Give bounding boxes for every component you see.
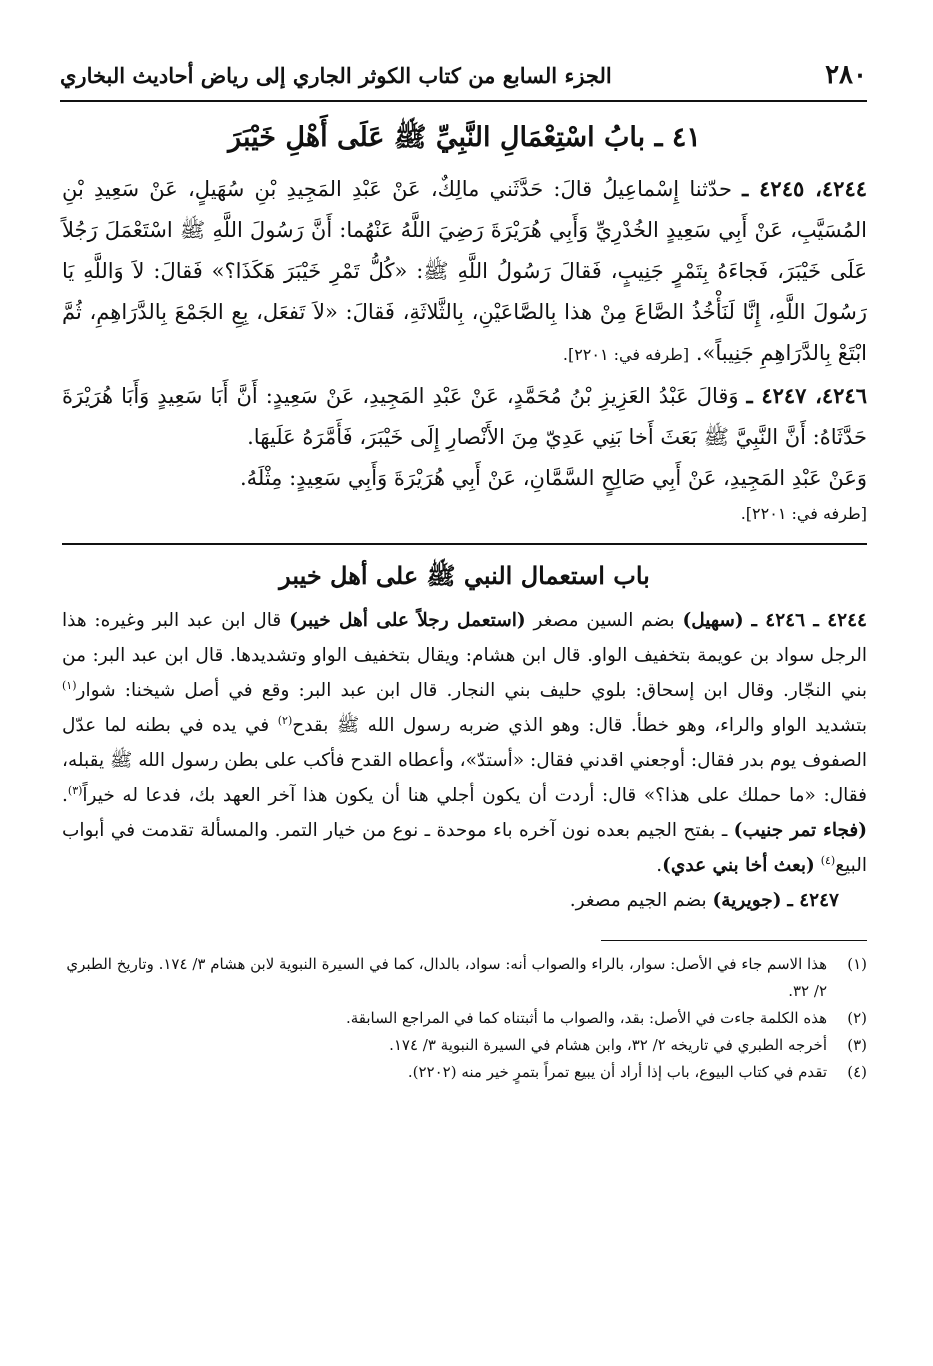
commentary-text: بتشديد الواو والراء، وهو خطأ. قال: وهو الذي ضربه رسول الله ﷺ بقدح: [292, 715, 867, 736]
hadith-text: حدّثنا إِسْماعِيلُ قالَ: حَدَّثَني مالِكٌ، عَنْ عَبْدِ المَجِيدِ بْنِ سُهَيلٍ، عَنْ سَعِيدِ بْنِ المُسَيَّبِ، عَنْ أَبِي سَعِيدٍ الخُدْرِيِّ وَأَبِي هُرَيْرَةَ رَضِيَ اللَّهُ عَنْهُما: أَنَّ رَسُولَ اللَّهِ ﷺ اسْتَعْمَلَ رَجُلاً عَلَى خَيْبَرَ، فَجاءَهُ بِتَمْرٍ جَنِيبٍ، فَقالَ رَسُولُ اللَّهِ ﷺ: «كُلُّ تَمْرِ خَيْبَرَ هَكَذَا؟» فَقالَ: لاَ وَاللَّهِ يَا رَسُولَ اللَّهِ، إِنَّا لَنَأْخُذُ الصَّاعَ مِنْ هذا بِالصَّاعَيْنِ، بِالثَّلاثَةِ، فَقالَ: «لاَ تَفعَل، بِعِ الجَمْعَ بِالدَّرَاهِمِ، ثُمَّ ابْتَعْ بِالدَّرَاهِمِ جَنِيباً».: [62, 177, 867, 365]
quoted-term: (استعمل رجلاً على أهل خيبر): [289, 610, 526, 631]
footnote-text: تقدم في كتاب البيوع، باب إذا أراد أن يبيع تمراً بتمرٍ خير منه (٢٢٠٢).: [407, 1063, 827, 1081]
footnotes: [62, 951, 867, 1086]
commentary-number: ٤٢٤٤ ـ ٤٢٤٦ ـ: [751, 610, 867, 631]
cross-reference: [طرفه في: ٢٢٠١].: [740, 504, 867, 523]
footnote-text: أخرجه الطبري في تاريخه ٢/ ٣٢، وابن هشام في السيرة النبوية ٣/ ١٧٤.: [389, 1036, 827, 1054]
footnote-text: هذه الكلمة جاءت في الأصل: بقد، والصواب ما أثبتناه كما في المراجع السابقة.: [345, 1009, 827, 1027]
hadith-paragraph: [62, 375, 867, 458]
commentary-text: بضم الجيم مصغر.: [569, 890, 707, 911]
commentary-text: ـ بفتح الجيم بعده نون آخره باء موحدة ـ نوع من خيار التمر. والمسألة تقدمت في أبواب البيع: [62, 820, 867, 876]
hadith-text: وَقالَ عَبْدُ العَزِيزِ بْنُ مُحَمَّدٍ، عَنْ عَبْدِ المَجِيدِ، عَنْ سَعِيدٍ: أَنَّ أَبَا سَعِيدٍ وَأَبَا هُرَيْرَةَ حَدَّثَاهُ: أَنَّ النَّبِيَّ ﷺ بَعَثَ أَخا بَنِي عَدِيّ مِنَ الأَنْصارِ إِلَى خَيْبَرَ، فَأَمَّرَهُ عَلَيهَا.: [62, 384, 867, 449]
commentary-paragraph: [62, 603, 867, 883]
footnote: [62, 1005, 867, 1032]
chapter-heading: ٤١ ـ بابُ اسْتِعْمَالِ النَّبِيِّ ﷺ عَلَى أَهْلِ خَيْبَرَ: [228, 122, 701, 153]
commentary-body: [62, 603, 867, 918]
footnote-text: هذا الاسم جاء في الأصل: سوار، بالراء والصواب أنه: سواد، بالدال، كما في السيرة النبوية لابن هشام ٣/ ١٧٤. وتاريخ الطبري ٢/ ٣٢.: [66, 955, 827, 1000]
footnote-number: (٢): [847, 1009, 867, 1027]
quoted-term: (سهيل): [682, 610, 744, 631]
page-header: [60, 50, 867, 102]
commentary-text: .: [62, 785, 68, 806]
commentary-heading: باب استعمال النبي ﷺ على أهل خيبر: [279, 561, 650, 590]
hadith-number: ٤٢٤٤، ٤٢٤٥ ـ: [742, 176, 868, 201]
commentary-paragraph: [62, 883, 867, 918]
page-number: ٢٨٠: [825, 60, 867, 90]
footnote-marker[interactable]: (٢): [277, 713, 293, 727]
hadith-number: ٤٢٤٦، ٤٢٤٧ ـ: [746, 383, 867, 408]
footnote: [62, 951, 867, 1005]
hadith-block-2: [62, 375, 867, 529]
commentary-text: .: [656, 855, 663, 876]
footnote-number: (١): [847, 955, 867, 973]
hadith-block-1: [62, 168, 867, 375]
cross-reference: [طرفه في: ٢٢٠١].: [562, 345, 690, 364]
commentary-text: بضم السين مصغر: [533, 610, 675, 631]
commentary-number: ٤٢٤٧ ـ: [787, 890, 839, 911]
hadith-text: وَعَنْ عَبْدِ المَجِيدِ، عَنْ أَبِي صَالِحٍ السَّمَّانِ، عَنْ أَبِي هُرَيْرَةَ وَأَبِي سَعِيدٍ: مِثْلَهُ.: [239, 466, 867, 490]
hadith-paragraph: [62, 458, 867, 499]
footnote-number: (٤): [847, 1063, 867, 1081]
footnote-number: (٣): [847, 1036, 867, 1054]
commentary-text: في يده في بطنه لما عدّل الصفوف يوم بدر فقال: أوجعني اقدني فقال: «أستدّ»، وأعطاه القدح فأكب على بطن رسول الله ﷺ يقبله، فقال: «ما حملك على هذا؟» قال: أردت أن يكون أجلي هنا أن يكون هذا آخر العهد بك، فدعا له خيراً: [62, 715, 867, 806]
footnote-marker[interactable]: (٣): [67, 783, 83, 797]
section-divider: [62, 543, 867, 545]
running-title: الجزء السابع من كتاب الكوثر الجاري إلى رياض أحاديث البخاري: [60, 62, 612, 88]
footnote: [62, 1059, 867, 1086]
hadith-paragraph: [62, 168, 867, 375]
page-content: [62, 106, 867, 1086]
footnote: [62, 1032, 867, 1059]
footnote-marker[interactable]: (١): [62, 678, 77, 692]
quoted-term: (فجاء تمر جنيب): [733, 820, 867, 841]
quoted-term: (جويرية): [712, 890, 782, 911]
footnote-rule: [601, 940, 867, 941]
footnote-marker[interactable]: (٤): [820, 853, 836, 867]
commentary-text: قال ابن عبد البر وغيره: هذا الرجل سواد بن عويمة بتخفيف الواو. قال ابن هشام: ويقال بتخفيف الواو وتشديدها. قال ابن عبد البر: من بني النجّار. وقال ابن إسحاق: بلوي حليف بني النجار. قال ابن عبد البر: وقع في أصل شيخنا: شوار: [62, 610, 867, 701]
quoted-term: (بعث أخا بني عدي): [662, 855, 815, 876]
